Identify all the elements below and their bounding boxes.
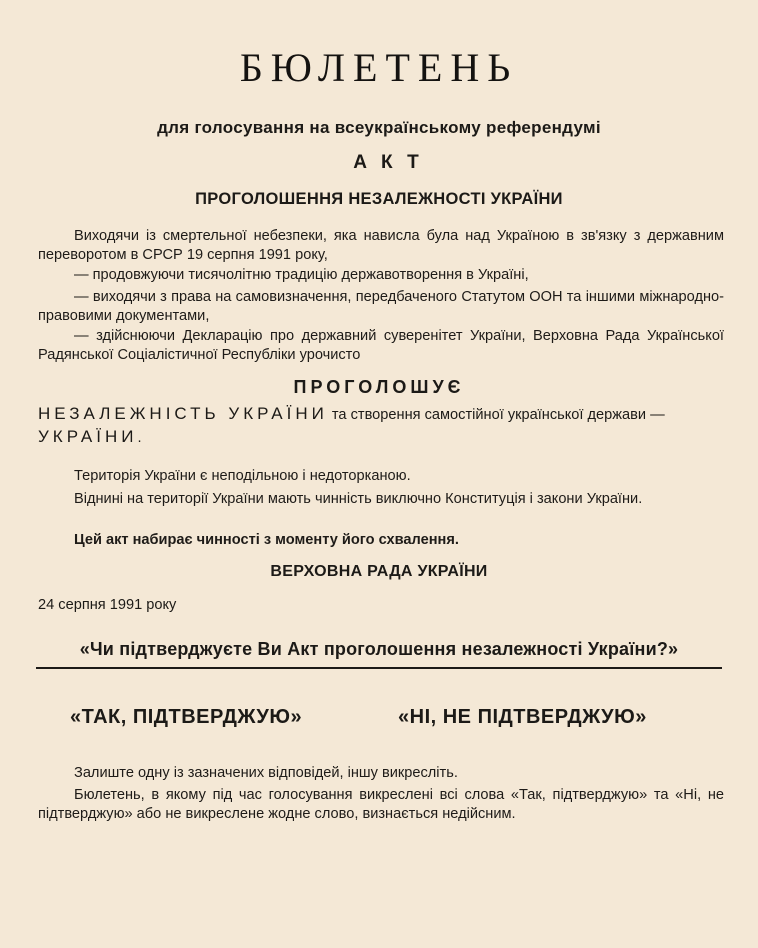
answer-no[interactable]: «НІ, НЕ ПІДТВЕРДЖУЮ» xyxy=(398,706,647,728)
provision-paragraph: Цей акт набирає чинності з моменту його схвалення. xyxy=(74,532,459,548)
ballot-title: БЮЛЕТЕНЬ xyxy=(239,45,519,90)
independence-middle-text: та створення самостійної української держави — xyxy=(327,407,665,423)
preamble-paragraph: — продовжуючи тисячолітню традицію державотворення в Україні, xyxy=(74,267,529,283)
signatory: ВЕРХОВНА РАДА УКРАЇНИ xyxy=(270,563,488,580)
provision-paragraph: Територія України є неподільною і недоторканою. xyxy=(74,468,411,484)
preamble-paragraph: Виходячи із смертельної небезпеки, яка нависла була над Україною в зв'язку з державним переворотом в СРСР 19 серпня 1991 року, xyxy=(38,228,724,263)
preamble-paragraph: — здійснюючи Декларацію про державний суверенітет України, Верховна Рада Української Радянської Соціалістичної Республіки урочисто xyxy=(38,328,724,363)
ballot-subtitle: для голосування на всеукраїнському референдумі xyxy=(157,118,601,137)
proclaims-heading: ПРОГОЛОШУЄ xyxy=(293,377,465,397)
provision-paragraph: Віднині на території України мають чинність виключно Конституція і закони України. xyxy=(74,491,643,507)
question-underline xyxy=(36,667,722,669)
preamble-paragraph: — виходячи з права на самовизначення, передбаченого Статутом ООН та іншими міжнародно-правовими документами, xyxy=(38,289,724,324)
referendum-question: «Чи підтверджуєте Ви Акт проголошення незалежності України?» xyxy=(79,639,679,659)
independence-end: . xyxy=(137,430,142,446)
instruction-paragraph: Бюлетень, в якому під час голосування викреслені всі слова «Так, підтверджую» та «Ні, не підтверджую» або не викреслене жодне слово, визнається недійсним. xyxy=(38,787,724,822)
independence-spaced-text: НЕЗАЛЕЖНІСТЬ УКРАЇНИ xyxy=(38,404,328,423)
act-title: ПРОГОЛОШЕННЯ НЕЗАЛЕЖНОСТІ УКРАЇНИ xyxy=(195,190,563,208)
act-label: АКТ xyxy=(353,152,433,173)
answer-yes[interactable]: «ТАК, ПІДТВЕРДЖУЮ» xyxy=(70,706,303,728)
independence-spaced-end: УКРАЇНИ xyxy=(38,427,138,446)
independence-statement xyxy=(38,403,724,449)
act-date: 24 серпня 1991 року xyxy=(38,597,177,613)
instruction-paragraph: Залиште одну із зазначених відповідей, іншу викресліть. xyxy=(74,765,458,781)
